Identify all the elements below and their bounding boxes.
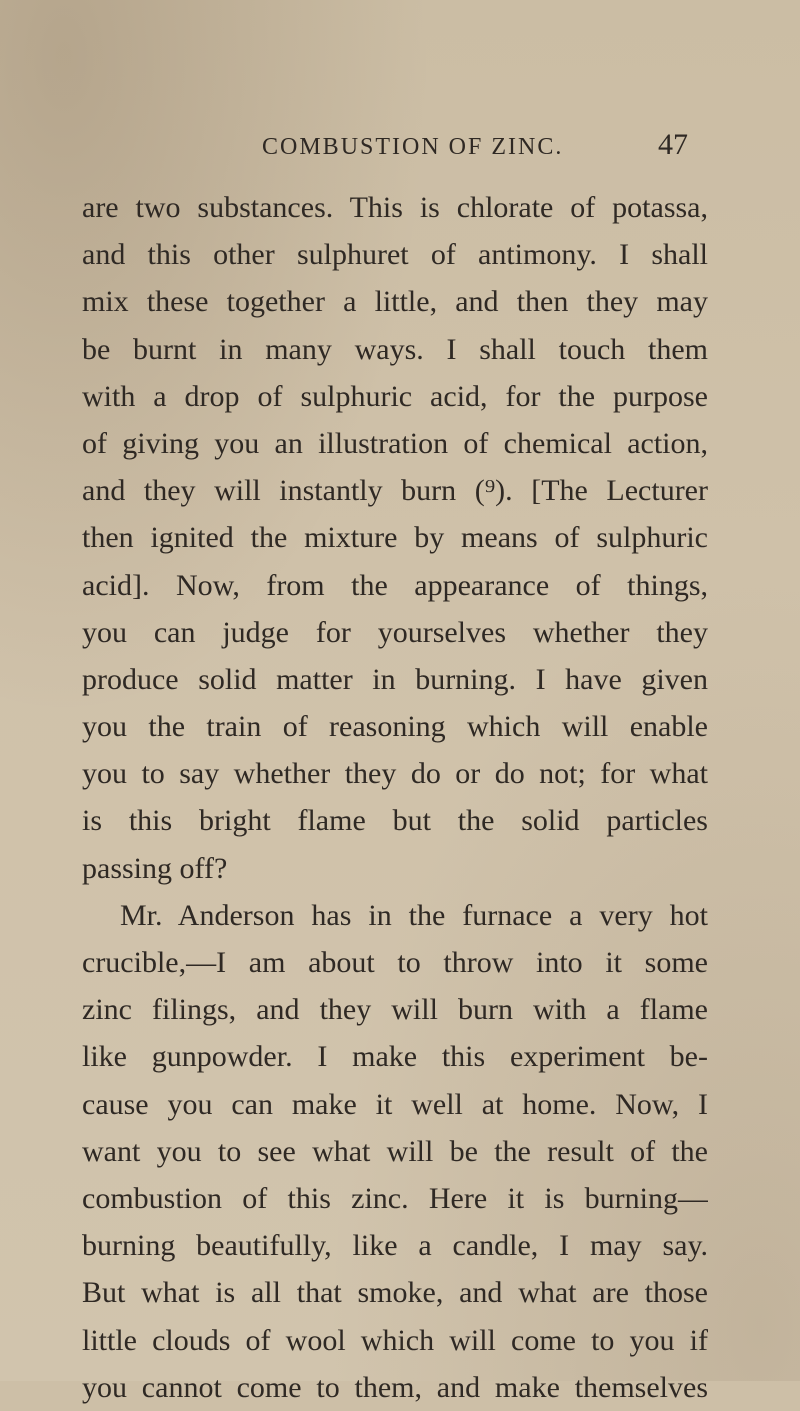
text-line: produce solid matter in burning. I have given: [82, 662, 708, 696]
text-line: combustion of this zinc. Here it is burning—: [82, 1181, 708, 1215]
text-line: like gunpowder. I make this experiment be-: [82, 1040, 708, 1074]
body-text: [82, 184, 708, 1411]
text-line: mix these together a little, and then they may: [82, 285, 708, 319]
text-line: be burnt in many ways. I shall touch them: [82, 332, 708, 366]
text-line: are two substances. This is chlorate of potassa,: [82, 191, 708, 224]
text-line: want you to see what will be the result of the: [82, 1134, 708, 1168]
text-line: then ignited the mixture by means of sulphuric: [82, 521, 708, 555]
text-line: you to say whether they do or do not; for what: [82, 757, 708, 791]
text-line: Mr. Anderson has in the furnace a very hot: [120, 898, 708, 932]
text-line: and they will instantly burn (⁹). [The Lecturer: [82, 474, 708, 508]
text-line: zinc filings, and they will burn with a flame: [82, 993, 708, 1027]
text-line: you cannot come to them, and make themselves: [82, 1370, 708, 1404]
text-line: cause you can make it well at home. Now, I: [82, 1087, 708, 1121]
text-line: little clouds of wool which will come to you if: [82, 1323, 708, 1357]
text-line: crucible,—I am about to throw into it some: [82, 946, 708, 979]
text-line: burning beautifully, like a candle, I may say.: [82, 1229, 708, 1263]
text-line: But what is all that smoke, and what are those: [82, 1276, 708, 1310]
text-line: and this other sulphuret of antimony. I shall: [82, 238, 708, 272]
page-number: 47: [658, 128, 688, 161]
text-line: you the train of reasoning which will enable: [82, 710, 708, 744]
text-line: of giving you an illustration of chemical action,: [82, 426, 708, 460]
text-line: passing off?: [82, 851, 228, 885]
text-line: is this bright flame but the solid particles: [82, 804, 708, 838]
page-header: [0, 128, 800, 168]
text-line: with a drop of sulphuric acid, for the purpose: [82, 379, 708, 413]
text-line: acid]. Now, from the appearance of things,: [82, 568, 708, 602]
text-line: you can judge for yourselves whether they: [82, 615, 708, 649]
running-head: COMBUSTION OF ZINC.: [262, 134, 564, 160]
